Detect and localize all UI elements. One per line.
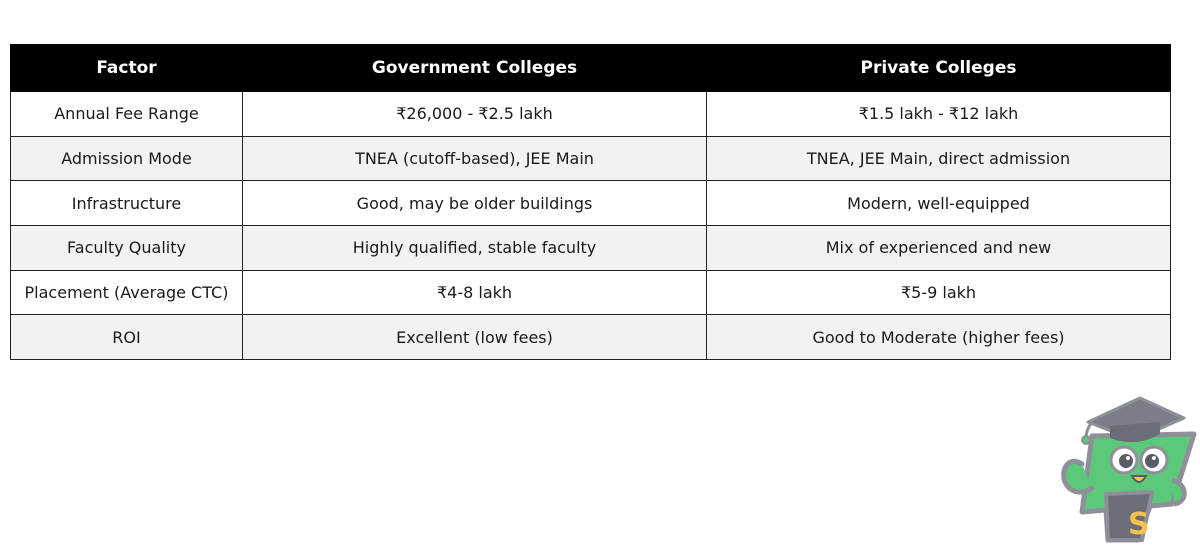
factor-cell: Admission Mode [11,136,243,181]
factor-cell: Annual Fee Range [11,92,243,137]
private-cell: ₹5-9 lakh [707,270,1171,315]
table-row [11,315,1171,360]
svg-text:S: S [1128,507,1150,542]
header-factor: Factor [11,45,243,92]
comparison-table [10,44,1171,360]
graduate-mascot[interactable] [1052,394,1200,544]
private-cell: Good to Moderate (higher fees) [707,315,1171,360]
table-row [11,181,1171,226]
government-cell: TNEA (cutoff-based), JEE Main [243,136,707,181]
factor-cell: Placement (Average CTC) [11,270,243,315]
private-cell: TNEA, JEE Main, direct admission [707,136,1171,181]
private-cell: ₹1.5 lakh - ₹12 lakh [707,92,1171,137]
government-cell: Excellent (low fees) [243,315,707,360]
factor-cell: Infrastructure [11,181,243,226]
government-cell: ₹4-8 lakh [243,270,707,315]
table-row [11,92,1171,137]
government-cell: Highly qualified, stable faculty [243,226,707,271]
factor-cell: ROI [11,315,243,360]
table-row [11,136,1171,181]
government-cell: Good, may be older buildings [243,181,707,226]
table-header-row [11,45,1171,92]
mascot-icon [1052,394,1200,544]
government-cell: ₹26,000 - ₹2.5 lakh [243,92,707,137]
factor-cell: Faculty Quality [11,226,243,271]
table-row [11,226,1171,271]
header-private: Private Colleges [707,45,1171,92]
private-cell: Mix of experienced and new [707,226,1171,271]
header-government: Government Colleges [243,45,707,92]
private-cell: Modern, well-equipped [707,181,1171,226]
table-row [11,270,1171,315]
